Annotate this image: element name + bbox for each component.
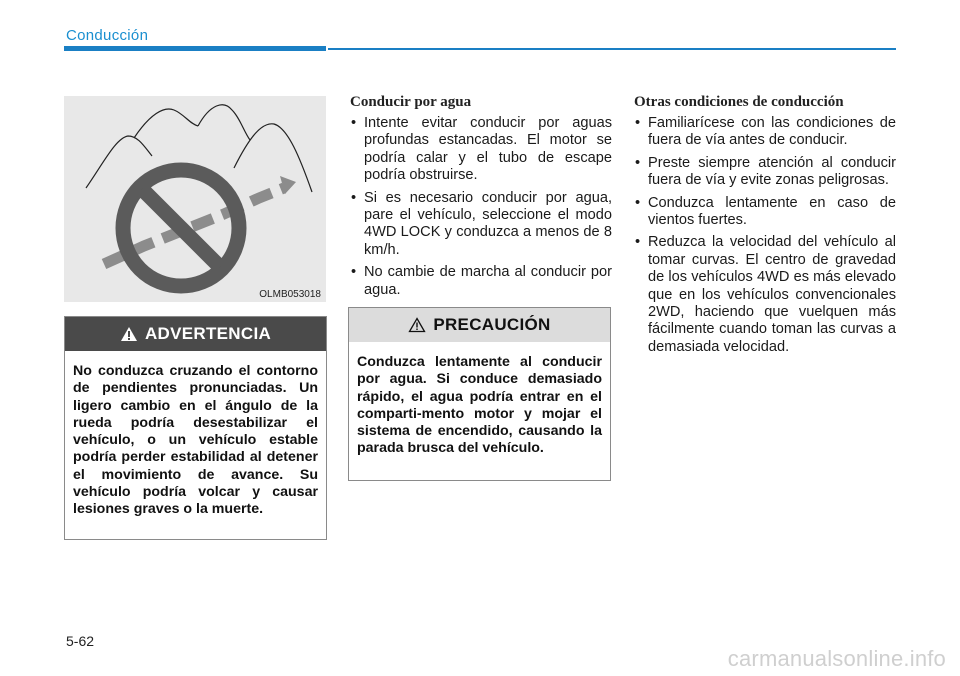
caution-title: PRECAUCIÓN (433, 315, 551, 334)
list-item: • Preste siempre atención al conducir fuera de vía y evite zonas peligrosas. (634, 155, 896, 190)
warning-text: No conduzca cruzando el contorno de pendientes pronunciadas. Un ligero cambio en el ángulo de la rueda podría desestabilizar el vehículo, o un vehículo estable podría perder estabilidad al detener el movimiento de avance. Su vehículo podría volcar y causar lesiones graves o la muerte. (73, 363, 318, 518)
caution-box (348, 307, 611, 481)
list-item: • Conduzca lentamente en caso de vientos fuertes. (634, 195, 896, 230)
caution-triangle-icon (408, 317, 426, 333)
water-list (350, 115, 612, 299)
offroad-heading: Otras condiciones de conducción (634, 94, 844, 110)
figure-code: OLMB053018 (259, 289, 321, 300)
warning-title: ADVERTENCIA (144, 324, 272, 343)
header-rule-thin (328, 48, 896, 50)
list-item: • Intente evitar conducir por aguas profundas estancadas. El motor se podría calar y el tubo de escape podría obstruirse. (350, 115, 612, 185)
list-item: • Si es necesario conducir por agua, pare el vehículo, seleccione el modo 4WD LOCK y conduzca a menos de 8 km/h. (350, 190, 612, 260)
list-item: • Reduzca la velocidad del vehículo al tomar curvas. El centro de gravedad de los vehículos 4WD es más elevado que en los vehículos convencionales 2WD, haciendo que vuelquen más fácilmente cuando toman las curvas a demasiada velocidad. (634, 234, 896, 356)
warning-header (65, 317, 326, 351)
offroad-section (634, 94, 896, 361)
water-heading: Conducir por agua (350, 94, 472, 110)
page-number: 5-62 (66, 633, 95, 649)
watermark-link[interactable]: carmanualsonline.info (727, 646, 946, 671)
warning-triangle-icon (120, 326, 138, 342)
section-title: Conducción (66, 27, 149, 44)
illustration (64, 96, 326, 302)
no-driving-across-slope-icon (64, 96, 326, 302)
caution-header (349, 308, 610, 342)
list-item: • Familiarícese con las condiciones de fuera de vía antes de conducir. (634, 115, 896, 150)
caution-text: Conduzca lentamente al conducir por agua. Si conduce demasiado rápido, el agua podría entrar en el comparti-mento motor y mojar el sistema de encendido, causando la parada brusca del vehículo. (357, 354, 602, 457)
water-section (350, 94, 612, 304)
offroad-list (634, 115, 896, 356)
warning-box (64, 316, 327, 540)
header-rule-thick (64, 46, 326, 51)
list-item: • No cambie de marcha al conducir por agua. (350, 264, 612, 299)
